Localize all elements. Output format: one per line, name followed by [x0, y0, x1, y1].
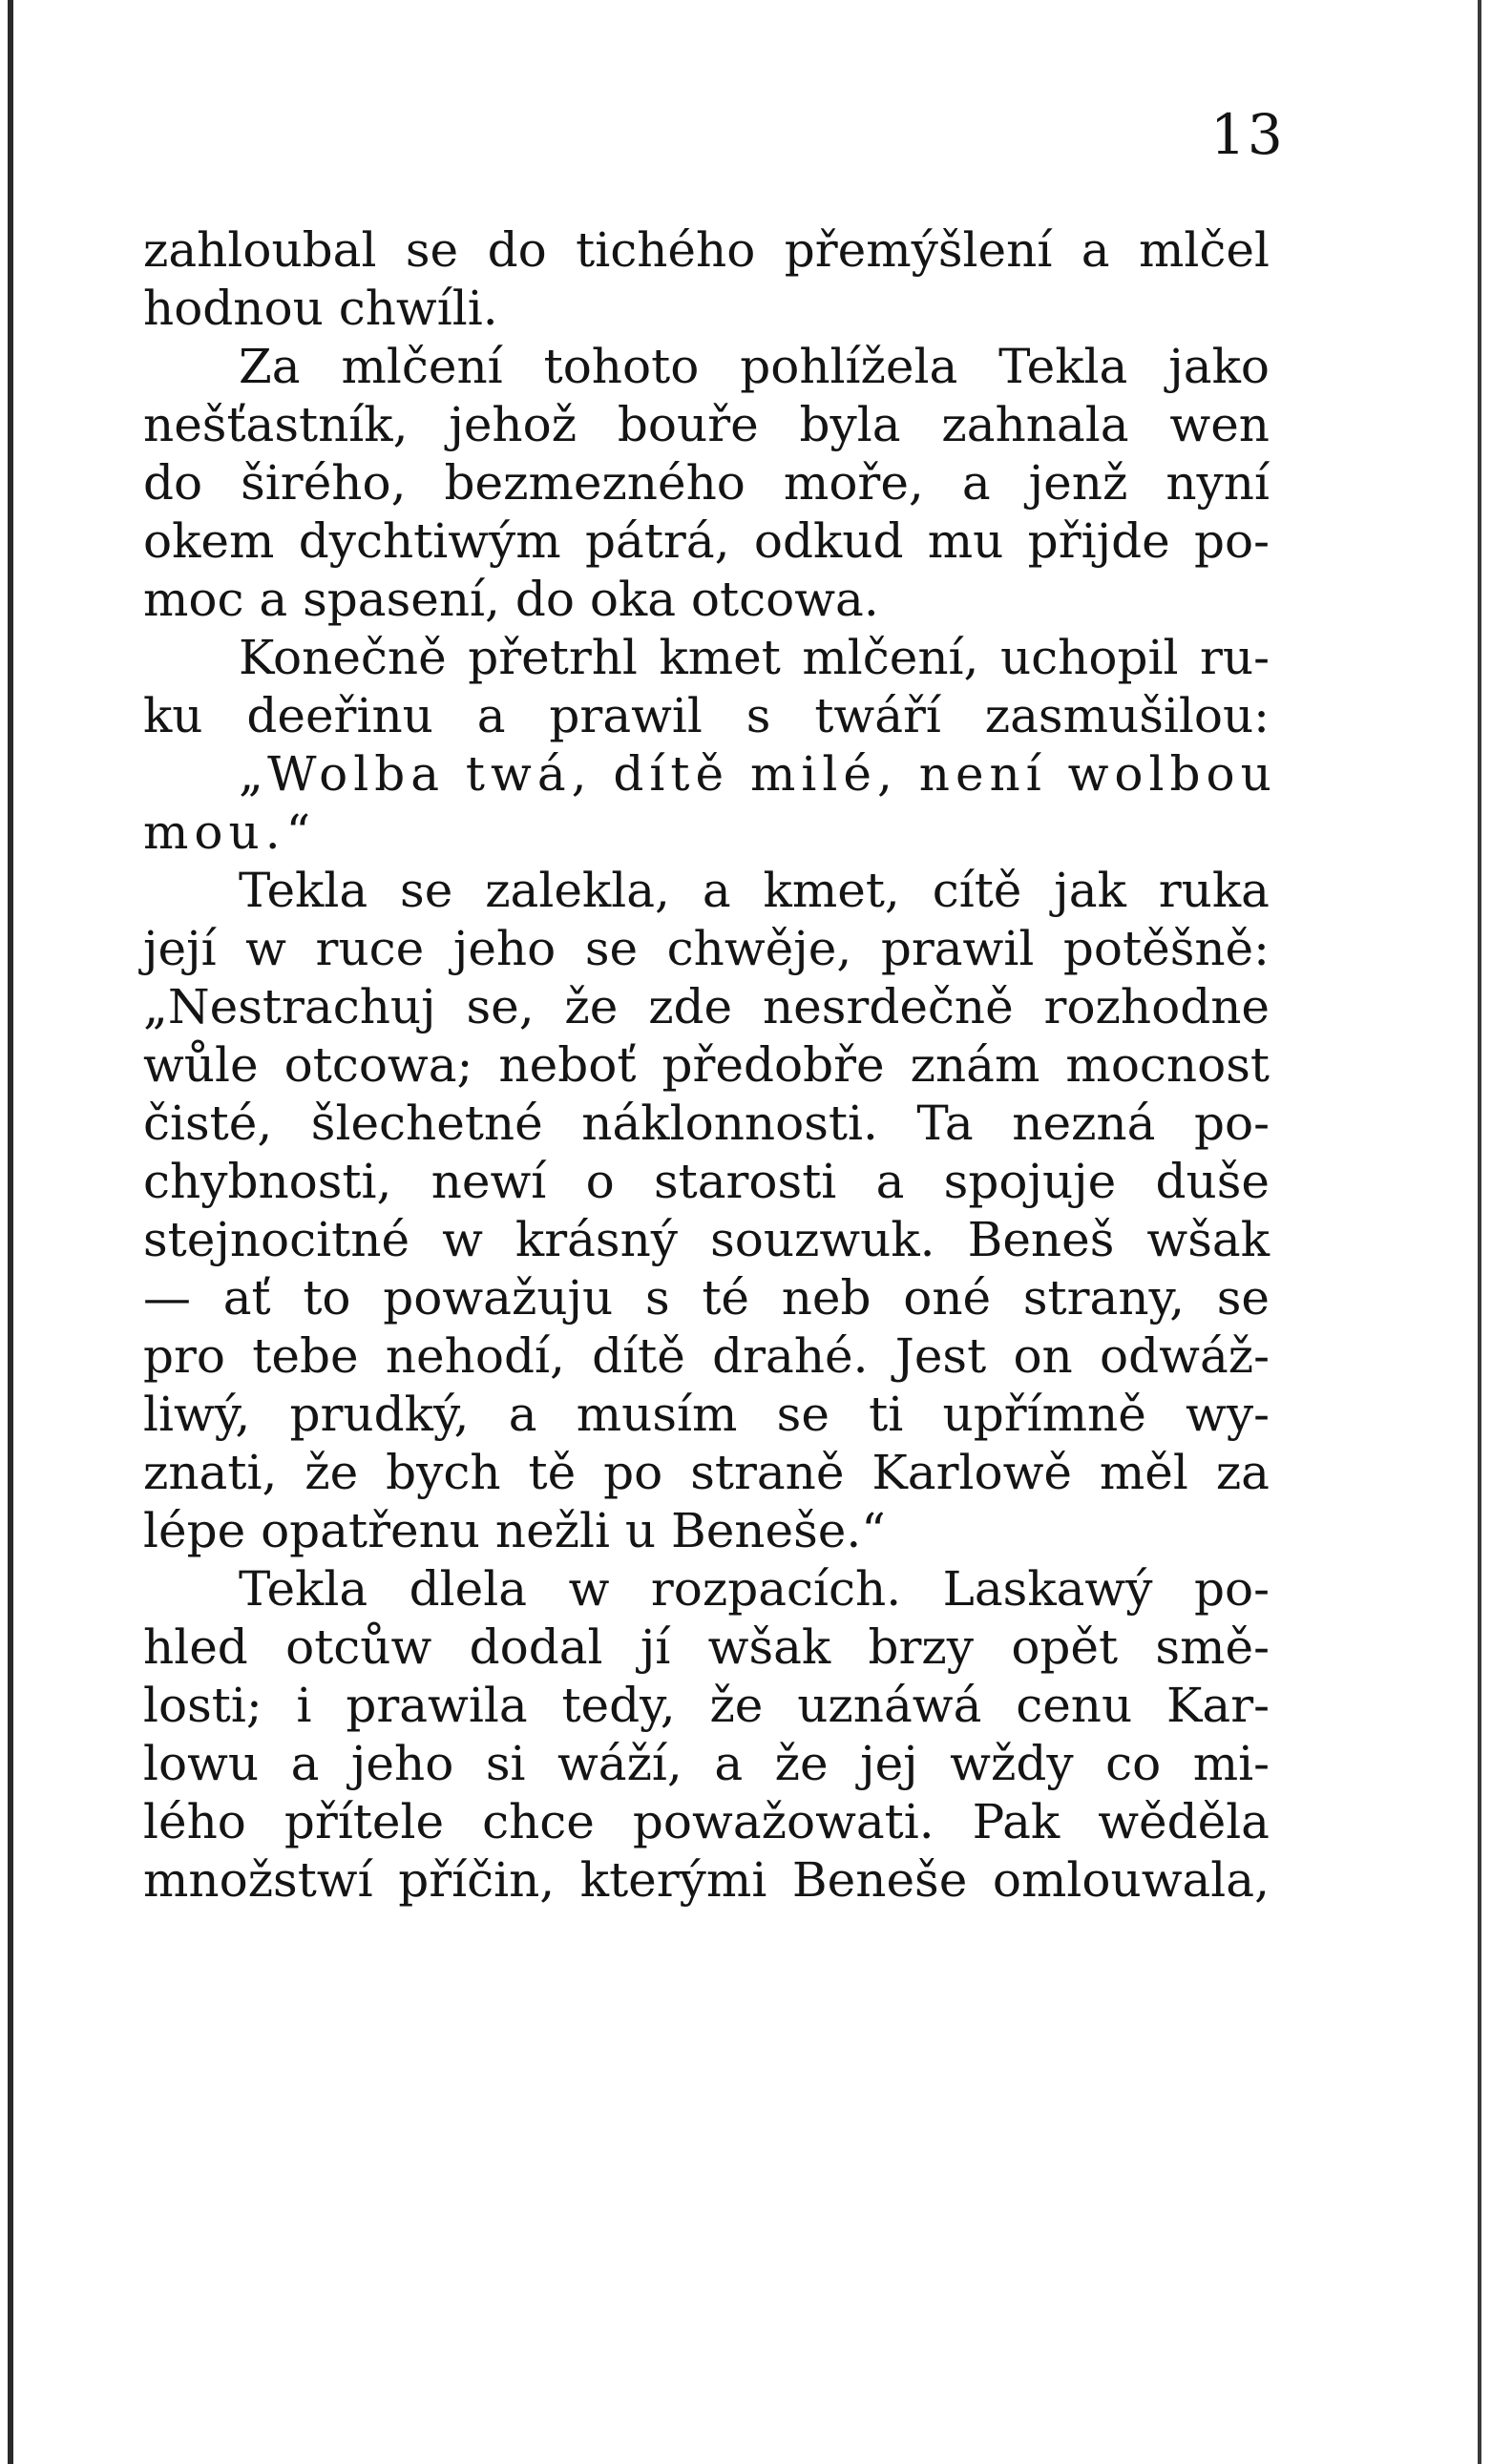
text-line: do širého, bezmezného moře, a jenž nyní [143, 455, 1270, 511]
text-line: Za mlčení tohoto pohlížela Tekla jako [239, 339, 1270, 394]
text-line: stejnocitné w krásný souzwuk. Beneš wšak [143, 1212, 1270, 1267]
text-line: její w ruce jeho se chwěje, prawil potěšně: [143, 921, 1270, 976]
text-line: znati, že bych tě po straně Karlowě měl za [143, 1445, 1270, 1500]
text-line: pro tebe nehodí, dítě drahé. Jest on odwáž- [143, 1328, 1270, 1384]
text-line: Tekla dlela w rozpacích. Laskawý po- [239, 1561, 1270, 1617]
text-line: moc a spasení, do oka otcowa. [143, 572, 879, 627]
text-line: okem dychtiwým pátrá, odkud mu přijde po- [143, 513, 1270, 569]
text-line: „Wolba twá, dítě milé, není wolbou [239, 746, 1277, 802]
page-edge-left [8, 0, 13, 2464]
text-line: čisté, šlechetné náklonnosti. Ta nezná po- [143, 1096, 1270, 1151]
text-line: — ať to powažuju s té neb oné strany, se [143, 1270, 1270, 1326]
page-edge-right [1478, 0, 1481, 2464]
text-line: losti; i prawila tedy, že uznáwá cenu Kar- [143, 1678, 1270, 1733]
page-number: 13 [1210, 102, 1285, 167]
text-line: chybnosti, newí o starosti a spojuje duše [143, 1154, 1270, 1209]
text-line: hled otcůw dodal jí wšak brzy opět smě- [143, 1619, 1270, 1675]
text-line: „Nestrachuj se, že zde nesrdečně rozhodne [143, 979, 1270, 1034]
text-line: Tekla se zalekla, a kmet, cítě jak ruka [239, 863, 1270, 918]
text-line: nešťastník, jehož bouře byla zahnala wen [143, 397, 1270, 452]
text-line: liwý, prudký, a musím se ti upřímně wy- [143, 1387, 1270, 1442]
body-text [143, 221, 1277, 1910]
text-line: zahloubal se do tichého přemýšlení a mlčel [143, 222, 1270, 278]
text-line: množstwí příčin, kterými Beneše omlouwala, [143, 1852, 1270, 1908]
text-line: lépe opatřenu nežli u Beneše.“ [143, 1503, 886, 1558]
text-line: lého přítele chce powažowati. Pak wěděla [143, 1794, 1270, 1849]
text-line: hodnou chwíli. [143, 281, 498, 336]
text-line: mou.“ [143, 804, 317, 860]
text-line: wůle otcowa; neboť předobře znám mocnost [143, 1037, 1270, 1093]
text-line: Konečně přetrhl kmet mlčení, uchopil ru- [239, 630, 1270, 685]
text-line: ku deeřinu a prawil s twáří zasmušilou: [143, 688, 1270, 743]
text-line: lowu a jeho si wáží, a že jej wždy co mi- [143, 1736, 1270, 1791]
